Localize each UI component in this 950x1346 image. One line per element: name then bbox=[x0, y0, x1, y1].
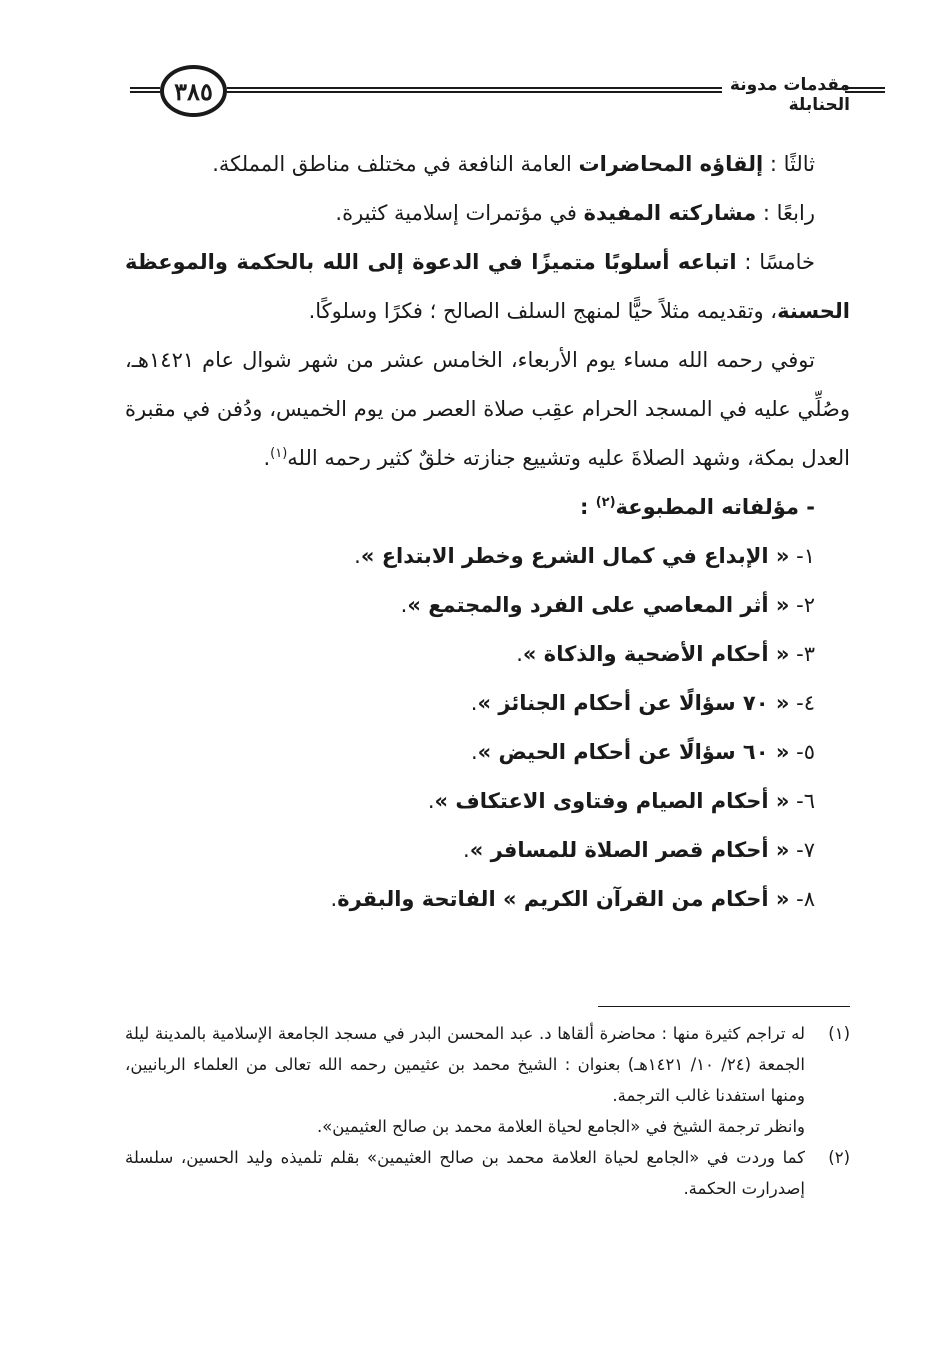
works-list-item bbox=[125, 581, 850, 630]
list-item-end: . bbox=[400, 593, 408, 617]
list-item-number: ٢- bbox=[789, 593, 815, 617]
list-item-title: « أحكام الأضحية والذكاة » bbox=[522, 642, 790, 666]
paragraph-fifth bbox=[125, 238, 850, 336]
list-item-number: ١- bbox=[789, 544, 815, 568]
header-rule-right bbox=[845, 87, 885, 93]
footnote-text: كما وردت في «الجامع لحياة العلامة محمد بن صالح العثيمين» بقلم تلميذه وليد الحسين، سلسلة إصدرارت الحكمة. bbox=[125, 1148, 805, 1198]
list-item-end: . bbox=[463, 838, 470, 862]
list-item-title: « أحكام الصيام وفتاوى الاعتكاف » bbox=[434, 789, 790, 813]
list-item-title: « ٦٠ سؤالًا عن أحكام الحيض » bbox=[477, 740, 790, 764]
works-list-item bbox=[125, 777, 850, 826]
list-item-title: « أثر المعاصي على الفرد والمجتمع » bbox=[407, 593, 790, 617]
footnote-ref-1[interactable]: (١) bbox=[270, 446, 288, 461]
paragraph-fourth bbox=[125, 189, 850, 238]
paragraph-bold: اتباعه أسلوبًا متميزًا في الدعوة إلى الله بالحكمة والموعظة الحسنة bbox=[125, 250, 850, 323]
paragraph-rest: في مؤتمرات إسلامية كثيرة. bbox=[335, 201, 584, 225]
list-item-end: . bbox=[470, 691, 478, 715]
page-header bbox=[125, 60, 850, 130]
list-item-end: . bbox=[330, 887, 338, 911]
list-item-number: ٦- bbox=[789, 789, 815, 813]
list-item-number: ٣- bbox=[789, 642, 815, 666]
header-rule-left bbox=[130, 87, 160, 93]
footnote-text: له تراجم كثيرة منها : محاضرة ألقاها د. عبد المحسن البدر في مسجد الجامعة الإسلامية بالمدينة ليلة الجمعة (٢٤/ ١٠/ ١٤٢١هـ) بعنوان : الشيخ محمد بن عثيمين رحمه الله تعالى من العلماء الربانيين، ومنها استفدنا غالب الترجمة. bbox=[125, 1024, 805, 1105]
paragraph-lead: ثالثًا : bbox=[763, 152, 815, 176]
list-item-number: ٤- bbox=[789, 691, 815, 715]
paragraph-end: . bbox=[263, 446, 271, 470]
works-list-item bbox=[125, 679, 850, 728]
paragraph-bold: إلقاؤه المحاضرات bbox=[578, 152, 764, 176]
works-list-item bbox=[125, 630, 850, 679]
footnote-ref-2[interactable]: (٢) bbox=[595, 495, 616, 510]
footnote-number: (٢) bbox=[828, 1148, 850, 1167]
list-item-title: « الإبداع في كمال الشرع وخطر الابتداع » bbox=[360, 544, 790, 568]
paragraph-bold: مشاركته المفيدة bbox=[583, 201, 757, 225]
paragraph-text: توفي رحمه الله مساء يوم الأربعاء، الخامس عشر من شهر شوال عام ١٤٢١هـ، وصُلِّي عليه في المسجد الحرام عقِب صلاة العصر من يوم الخميس، ودُفن في مقبرة العدل بمكة، وشهد الصلاةَ عليه وتشييع جنازته خلقٌ كثير رحمه الله bbox=[125, 348, 850, 470]
list-item-end: . bbox=[354, 544, 361, 568]
paragraph-rest: ، وتقديمه مثلاً حيًّا لمنهج السلف الصالح ؛ فكرًا وسلوكًا. bbox=[308, 299, 778, 323]
running-title: مقدمات مدونة الحنابلة bbox=[729, 75, 850, 115]
footnote-text-2: وانظر ترجمة الشيخ في «الجامع لحياة العلامة محمد بن صالح العثيمين». bbox=[316, 1117, 805, 1136]
footnotes bbox=[125, 1018, 850, 1204]
works-list-item bbox=[125, 826, 850, 875]
works-list bbox=[125, 532, 850, 924]
list-item-title: « أحكام من القرآن الكريم » الفاتحة والبقرة bbox=[337, 887, 790, 911]
header-rule-middle bbox=[227, 87, 722, 93]
works-list-item bbox=[125, 728, 850, 777]
footnote-1 bbox=[125, 1018, 850, 1142]
paragraph-death bbox=[125, 336, 850, 483]
works-heading-end: : bbox=[579, 495, 596, 519]
paragraph-lead: خامسًا : bbox=[736, 250, 816, 274]
list-item-end: . bbox=[427, 789, 435, 813]
paragraph-third bbox=[125, 140, 850, 189]
main-text bbox=[125, 140, 850, 924]
footnote-2 bbox=[125, 1142, 850, 1204]
paragraph-rest: العامة النافعة في مختلف مناطق المملكة. bbox=[212, 152, 579, 176]
list-item-number: ٥- bbox=[789, 740, 815, 764]
list-item-title: « أحكام قصر الصلاة للمسافر » bbox=[469, 838, 790, 862]
footnote-separator bbox=[598, 1006, 850, 1007]
list-item-end: . bbox=[516, 642, 523, 666]
paragraph-lead: رابعًا : bbox=[756, 201, 815, 225]
list-item-end: . bbox=[470, 740, 478, 764]
works-heading bbox=[125, 483, 850, 532]
works-list-item bbox=[125, 875, 850, 924]
footnote-number: (١) bbox=[828, 1024, 850, 1043]
list-item-number: ٨- bbox=[789, 887, 815, 911]
works-list-item bbox=[125, 532, 850, 581]
works-heading-text: - مؤلفاته المطبوعة bbox=[615, 495, 815, 519]
page-number: ٣٨٥ bbox=[160, 65, 227, 117]
list-item-title: « ٧٠ سؤالًا عن أحكام الجنائز » bbox=[477, 691, 790, 715]
list-item-number: ٧- bbox=[789, 838, 815, 862]
